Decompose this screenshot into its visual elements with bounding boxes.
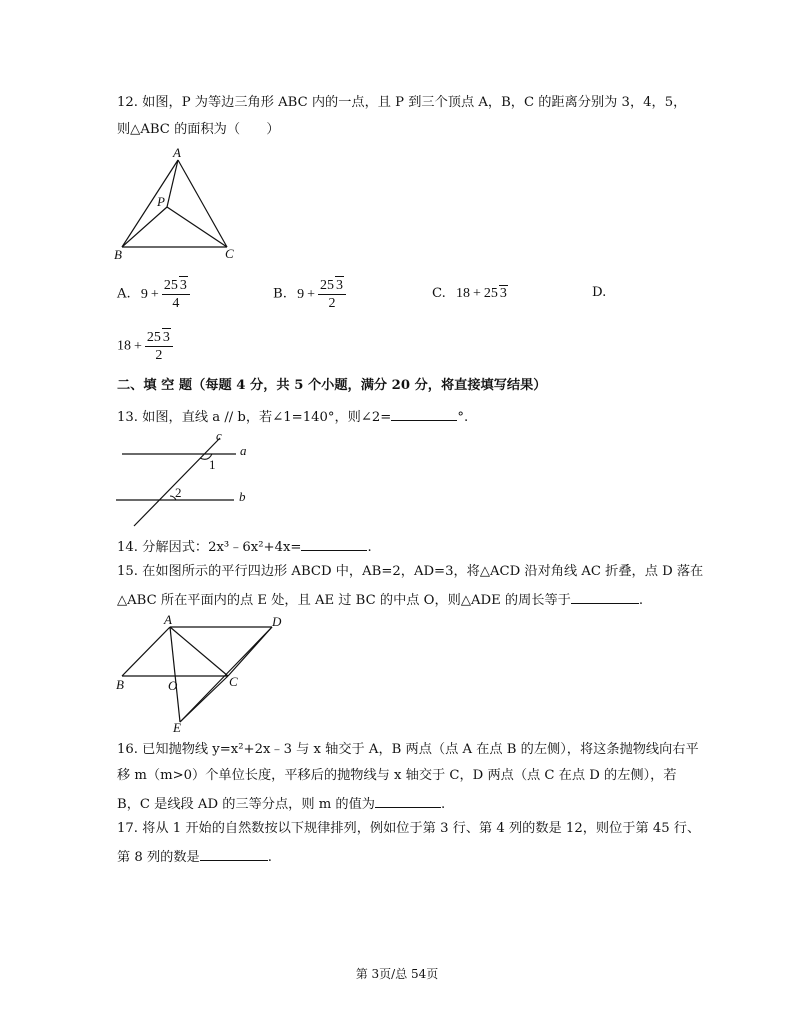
label-b: B [114, 247, 122, 262]
q14-answer-blank[interactable] [301, 536, 367, 551]
q16-answer-blank[interactable] [375, 793, 441, 808]
label-c: C [225, 246, 234, 261]
segment-pc [167, 207, 227, 247]
label-c-line: c [216, 428, 222, 443]
option-d-num: 25 [146, 330, 161, 345]
q16-line3-prefix: B，C 是线段 AD 的三等分点，则 m 的值为 [117, 797, 375, 812]
option-a[interactable]: A. 9 + $\frac{25 3}{4}$ [117, 276, 190, 312]
option-a-label: A. [117, 286, 131, 302]
option-a-den: 4 [172, 296, 180, 311]
label-d: D [272, 614, 282, 629]
q15-line2-prefix: △ABC 所在平面内的点 E 处，且 AE 过 BC 的中点 O，则△ADE 的周长等于 [117, 593, 571, 608]
q13-answer-blank[interactable] [391, 406, 457, 421]
label-o: O [168, 678, 178, 693]
q16-line1: 16. 已知抛物线 y=x²+2x﹣3 与 x 轴交于 A，B 两点（点 A 在点 B 的左侧），将这条抛物线向右平 [117, 742, 699, 757]
label-e: E [173, 720, 181, 735]
q12-line2: 则△ABC 的面积为（ ） [117, 122, 280, 137]
label-angle-2: 2 [175, 485, 182, 500]
option-c-label: C. [432, 286, 446, 301]
q16-line3 [117, 793, 445, 814]
option-d-den: 2 [155, 348, 163, 363]
option-b-den: 2 [328, 296, 336, 311]
option-b-int: 9 [297, 286, 305, 302]
q14-text [117, 536, 372, 557]
option-b-rad: 3 [336, 278, 343, 293]
q16-line3-suffix: . [440, 797, 446, 812]
option-b[interactable]: B. 9 + $\frac{25 3}{2}$ [273, 276, 346, 312]
label-a-line: a [240, 443, 247, 458]
option-a-num: 25 [163, 278, 178, 293]
q17-line1: 17. 将从 1 开始的自然数按以下规律排列，例如位于第 3 行、第 4 列的数是 12，则位于第 45 行、 [117, 821, 701, 836]
label-b-line: b [239, 489, 246, 504]
q17-line2-suffix: . [267, 850, 272, 865]
q14-prefix: 14. 分解因式：2x³﹣6x²+4x= [117, 540, 302, 555]
q14-suffix: . [367, 540, 372, 555]
option-d-int: 18 [117, 338, 131, 354]
line-c [134, 438, 220, 526]
label-c: C [229, 674, 238, 689]
label-b: B [116, 677, 124, 692]
q15-line2 [117, 589, 643, 610]
label-angle-1: 1 [209, 457, 216, 472]
section-heading: 二、填 空 题（每题 4 分，共 5 个小题，满分 20 分，将直接填写结果） [117, 378, 547, 393]
triangle-side-ab [122, 160, 178, 247]
q17-line2-prefix: 第 8 列的数是 [117, 850, 200, 865]
q13-suffix: °. [457, 410, 469, 425]
label-p: P [157, 194, 165, 209]
triangle-side-ac [178, 160, 227, 247]
diagonal-ac [170, 627, 228, 676]
option-b-num: 25 [320, 278, 334, 293]
side-ab [122, 627, 170, 676]
segment-pa [167, 160, 178, 207]
label-a: A [173, 146, 181, 160]
option-d[interactable] [592, 285, 606, 300]
page-footer: 第 3页/总 54页 [355, 967, 439, 981]
q12-line1: 12. 如图，P 为等边三角形 ABC 内的一点，且 P 到三个顶点 A，B，C 的距离分别为 3，4，5， [117, 95, 687, 110]
option-a-rad: 3 [179, 278, 187, 293]
q13-text [117, 406, 468, 427]
q15-line1: 15. 在如图所示的平行四边形 ABCD 中，AB=2，AD=3，将△ACD 沿对角线 AC 折叠，点 D 落在 [117, 564, 704, 579]
option-c-coef: 25 [483, 286, 498, 301]
option-d-label: D. [592, 285, 607, 300]
option-b-label: B. [273, 286, 287, 302]
q13-prefix: 13. 如图，直线 a // b，若∠1=140°，则∠2= [117, 410, 392, 425]
q13-parallel-lines-figure [112, 428, 260, 530]
label-a: A [164, 612, 172, 627]
q15-answer-blank[interactable] [571, 589, 639, 604]
option-d-rad: 3 [162, 330, 170, 345]
q15-line2-suffix: . [638, 593, 644, 608]
option-a-int: 9 [140, 286, 148, 302]
option-c-rad: 3 [499, 286, 507, 301]
q15-parallelogram-figure [112, 612, 290, 736]
q12-triangle-figure [112, 146, 242, 264]
q17-answer-blank[interactable] [200, 846, 268, 861]
q17-line2 [117, 846, 272, 867]
option-d-expression: 18 + $\frac{25 3}{2}$ [117, 328, 173, 364]
q16-line2: 移 m（m>0）个单位长度，平移后的抛物线与 x 轴交于 C，D 两点（点 C 在点 D 的左侧），若 [117, 768, 677, 783]
option-c-int: 18 [456, 286, 471, 301]
segment-ae [170, 627, 180, 722]
segment-de [180, 627, 272, 722]
option-c[interactable]: C. 18 + 25 3 [432, 286, 507, 301]
